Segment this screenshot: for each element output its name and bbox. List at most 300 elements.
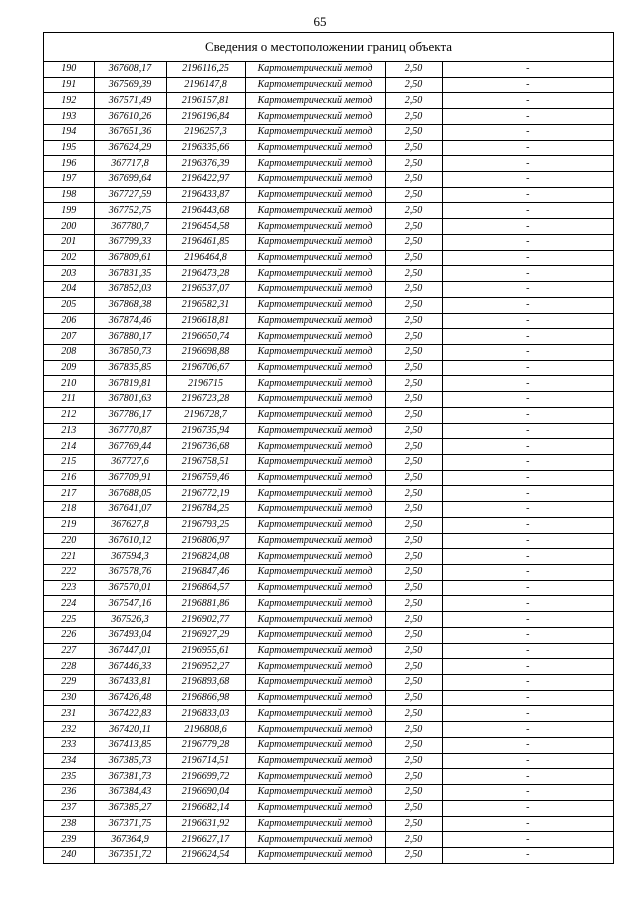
method-cell: Картометрический метод	[245, 187, 385, 203]
x-coordinate-cell: 367727,6	[94, 454, 166, 470]
method-cell: Картометрический метод	[245, 580, 385, 596]
accuracy-cell: 2,50	[385, 517, 442, 533]
y-coordinate-cell: 2196847,46	[166, 565, 245, 581]
point-number-cell: 216	[44, 470, 94, 486]
point-number-cell: 195	[44, 140, 94, 156]
method-cell: Картометрический метод	[245, 234, 385, 250]
table-row	[44, 407, 613, 423]
x-coordinate-cell: 367610,26	[94, 109, 166, 125]
point-number-cell: 225	[44, 612, 94, 628]
description-cell: -	[442, 517, 613, 533]
accuracy-cell: 2,50	[385, 502, 442, 518]
description-cell: -	[442, 203, 613, 219]
x-coordinate-cell: 367852,03	[94, 282, 166, 298]
description-cell: -	[442, 93, 613, 109]
y-coordinate-cell: 2196461,85	[166, 234, 245, 250]
method-cell: Картометрический метод	[245, 470, 385, 486]
table-row	[44, 297, 613, 313]
method-cell: Картометрический метод	[245, 486, 385, 502]
point-number-cell: 200	[44, 219, 94, 235]
x-coordinate-cell: 367819,81	[94, 376, 166, 392]
accuracy-cell: 2,50	[385, 847, 442, 862]
y-coordinate-cell: 2196698,88	[166, 344, 245, 360]
method-cell: Картометрический метод	[245, 313, 385, 329]
method-cell: Картометрический метод	[245, 832, 385, 848]
table-row	[44, 313, 613, 329]
description-cell: -	[442, 832, 613, 848]
point-number-cell: 215	[44, 454, 94, 470]
method-cell: Картометрический метод	[245, 785, 385, 801]
description-cell: -	[442, 800, 613, 816]
x-coordinate-cell: 367610,12	[94, 533, 166, 549]
accuracy-cell: 2,50	[385, 816, 442, 832]
point-number-cell: 231	[44, 706, 94, 722]
point-number-cell: 199	[44, 203, 94, 219]
point-number-cell: 207	[44, 329, 94, 345]
description-cell: -	[442, 785, 613, 801]
table-row	[44, 737, 613, 753]
method-cell: Картометрический метод	[245, 454, 385, 470]
x-coordinate-cell: 367780,7	[94, 219, 166, 235]
description-cell: -	[442, 753, 613, 769]
x-coordinate-cell: 367801,63	[94, 392, 166, 408]
x-coordinate-cell: 367850,73	[94, 344, 166, 360]
x-coordinate-cell: 367526,3	[94, 612, 166, 628]
y-coordinate-cell: 2196927,29	[166, 627, 245, 643]
method-cell: Картометрический метод	[245, 769, 385, 785]
table-row	[44, 172, 613, 188]
point-number-cell: 192	[44, 93, 94, 109]
x-coordinate-cell: 367413,85	[94, 737, 166, 753]
y-coordinate-cell: 2196627,17	[166, 832, 245, 848]
accuracy-cell: 2,50	[385, 832, 442, 848]
x-coordinate-cell: 367770,87	[94, 423, 166, 439]
x-coordinate-cell: 367351,72	[94, 847, 166, 862]
table-row	[44, 470, 613, 486]
point-number-cell: 208	[44, 344, 94, 360]
x-coordinate-cell: 367699,64	[94, 172, 166, 188]
accuracy-cell: 2,50	[385, 596, 442, 612]
table-row	[44, 360, 613, 376]
accuracy-cell: 2,50	[385, 643, 442, 659]
description-cell: -	[442, 376, 613, 392]
y-coordinate-cell: 2196473,28	[166, 266, 245, 282]
accuracy-cell: 2,50	[385, 219, 442, 235]
page-number: 65	[313, 14, 327, 29]
x-coordinate-cell: 367570,01	[94, 580, 166, 596]
accuracy-cell: 2,50	[385, 533, 442, 549]
x-coordinate-cell: 367426,48	[94, 690, 166, 706]
table-row	[44, 580, 613, 596]
y-coordinate-cell: 2196257,3	[166, 124, 245, 140]
y-coordinate-cell: 2196866,98	[166, 690, 245, 706]
x-coordinate-cell: 367709,91	[94, 470, 166, 486]
table-row	[44, 816, 613, 832]
method-cell: Картометрический метод	[245, 517, 385, 533]
method-cell: Картометрический метод	[245, 250, 385, 266]
table-row	[44, 203, 613, 219]
y-coordinate-cell: 2196706,67	[166, 360, 245, 376]
y-coordinate-cell: 2196893,68	[166, 675, 245, 691]
method-cell: Картометрический метод	[245, 737, 385, 753]
method-cell: Картометрический метод	[245, 643, 385, 659]
table-row	[44, 454, 613, 470]
table-row	[44, 439, 613, 455]
method-cell: Картометрический метод	[245, 533, 385, 549]
y-coordinate-cell: 2196116,25	[166, 62, 245, 77]
point-number-cell: 228	[44, 659, 94, 675]
description-cell: -	[442, 282, 613, 298]
y-coordinate-cell: 2196758,51	[166, 454, 245, 470]
description-cell: -	[442, 533, 613, 549]
x-coordinate-cell: 367420,11	[94, 722, 166, 738]
y-coordinate-cell: 2196443,68	[166, 203, 245, 219]
y-coordinate-cell: 2196690,04	[166, 785, 245, 801]
y-coordinate-cell: 2196433,87	[166, 187, 245, 203]
description-cell: -	[442, 344, 613, 360]
point-number-cell: 218	[44, 502, 94, 518]
point-number-cell: 204	[44, 282, 94, 298]
point-number-cell: 223	[44, 580, 94, 596]
table-row	[44, 517, 613, 533]
x-coordinate-cell: 367880,17	[94, 329, 166, 345]
y-coordinate-cell: 2196952,27	[166, 659, 245, 675]
accuracy-cell: 2,50	[385, 612, 442, 628]
table-row	[44, 62, 613, 77]
accuracy-cell: 2,50	[385, 769, 442, 785]
description-cell: -	[442, 360, 613, 376]
x-coordinate-cell: 367371,75	[94, 816, 166, 832]
accuracy-cell: 2,50	[385, 785, 442, 801]
y-coordinate-cell: 2196759,46	[166, 470, 245, 486]
point-number-cell: 222	[44, 565, 94, 581]
accuracy-cell: 2,50	[385, 250, 442, 266]
method-cell: Картометрический метод	[245, 140, 385, 156]
point-number-cell: 219	[44, 517, 94, 533]
method-cell: Картометрический метод	[245, 109, 385, 125]
coordinates-table-body	[44, 62, 613, 863]
x-coordinate-cell: 367651,36	[94, 124, 166, 140]
x-coordinate-cell: 367831,35	[94, 266, 166, 282]
description-cell: -	[442, 502, 613, 518]
y-coordinate-cell: 2196864,57	[166, 580, 245, 596]
method-cell: Картометрический метод	[245, 627, 385, 643]
method-cell: Картометрический метод	[245, 675, 385, 691]
description-cell: -	[442, 470, 613, 486]
table-row	[44, 753, 613, 769]
table-row	[44, 847, 613, 862]
y-coordinate-cell: 2196618,81	[166, 313, 245, 329]
method-cell: Картометрический метод	[245, 282, 385, 298]
accuracy-cell: 2,50	[385, 627, 442, 643]
method-cell: Картометрический метод	[245, 439, 385, 455]
y-coordinate-cell: 2196723,28	[166, 392, 245, 408]
accuracy-cell: 2,50	[385, 203, 442, 219]
y-coordinate-cell: 2196157,81	[166, 93, 245, 109]
description-cell: -	[442, 596, 613, 612]
accuracy-cell: 2,50	[385, 77, 442, 93]
method-cell: Картометрический метод	[245, 392, 385, 408]
y-coordinate-cell: 2196537,07	[166, 282, 245, 298]
accuracy-cell: 2,50	[385, 470, 442, 486]
description-cell: -	[442, 737, 613, 753]
accuracy-cell: 2,50	[385, 187, 442, 203]
y-coordinate-cell: 2196454,58	[166, 219, 245, 235]
point-number-cell: 240	[44, 847, 94, 862]
accuracy-cell: 2,50	[385, 109, 442, 125]
accuracy-cell: 2,50	[385, 392, 442, 408]
x-coordinate-cell: 367624,29	[94, 140, 166, 156]
y-coordinate-cell: 2196335,66	[166, 140, 245, 156]
x-coordinate-cell: 367364,9	[94, 832, 166, 848]
point-number-cell: 227	[44, 643, 94, 659]
point-number-cell: 202	[44, 250, 94, 266]
description-cell: -	[442, 675, 613, 691]
y-coordinate-cell: 2196376,39	[166, 156, 245, 172]
accuracy-cell: 2,50	[385, 549, 442, 565]
table-row	[44, 77, 613, 93]
accuracy-cell: 2,50	[385, 454, 442, 470]
accuracy-cell: 2,50	[385, 156, 442, 172]
accuracy-cell: 2,50	[385, 329, 442, 345]
description-cell: -	[442, 62, 613, 77]
method-cell: Картометрический метод	[245, 800, 385, 816]
point-number-cell: 229	[44, 675, 94, 691]
description-cell: -	[442, 706, 613, 722]
point-number-cell: 239	[44, 832, 94, 848]
y-coordinate-cell: 2196833,03	[166, 706, 245, 722]
table-row	[44, 423, 613, 439]
accuracy-cell: 2,50	[385, 753, 442, 769]
y-coordinate-cell: 2196772,19	[166, 486, 245, 502]
accuracy-cell: 2,50	[385, 297, 442, 313]
point-number-cell: 238	[44, 816, 94, 832]
x-coordinate-cell: 367571,49	[94, 93, 166, 109]
method-cell: Картометрический метод	[245, 549, 385, 565]
y-coordinate-cell: 2196784,25	[166, 502, 245, 518]
table-row	[44, 659, 613, 675]
table-row	[44, 124, 613, 140]
description-cell: -	[442, 156, 613, 172]
y-coordinate-cell: 2196422,97	[166, 172, 245, 188]
description-cell: -	[442, 580, 613, 596]
method-cell: Картометрический метод	[245, 297, 385, 313]
accuracy-cell: 2,50	[385, 690, 442, 706]
x-coordinate-cell: 367809,61	[94, 250, 166, 266]
table-row	[44, 533, 613, 549]
boundary-table-sheet	[43, 32, 614, 864]
table-row	[44, 690, 613, 706]
table-row	[44, 800, 613, 816]
x-coordinate-cell: 367385,73	[94, 753, 166, 769]
x-coordinate-cell: 367493,04	[94, 627, 166, 643]
x-coordinate-cell: 367641,07	[94, 502, 166, 518]
x-coordinate-cell: 367384,43	[94, 785, 166, 801]
point-number-cell: 234	[44, 753, 94, 769]
method-cell: Картометрический метод	[245, 172, 385, 188]
description-cell: -	[442, 722, 613, 738]
point-number-cell: 210	[44, 376, 94, 392]
point-number-cell: 237	[44, 800, 94, 816]
table-row	[44, 706, 613, 722]
x-coordinate-cell: 367608,17	[94, 62, 166, 77]
accuracy-cell: 2,50	[385, 565, 442, 581]
method-cell: Картометрический метод	[245, 93, 385, 109]
point-number-cell: 205	[44, 297, 94, 313]
accuracy-cell: 2,50	[385, 266, 442, 282]
y-coordinate-cell: 2196715	[166, 376, 245, 392]
x-coordinate-cell: 367594,3	[94, 549, 166, 565]
table-row	[44, 612, 613, 628]
accuracy-cell: 2,50	[385, 140, 442, 156]
y-coordinate-cell: 2196806,97	[166, 533, 245, 549]
point-number-cell: 224	[44, 596, 94, 612]
description-cell: -	[442, 690, 613, 706]
y-coordinate-cell: 2196735,94	[166, 423, 245, 439]
description-cell: -	[442, 643, 613, 659]
y-coordinate-cell: 2196147,8	[166, 77, 245, 93]
description-cell: -	[442, 234, 613, 250]
description-cell: -	[442, 549, 613, 565]
point-number-cell: 209	[44, 360, 94, 376]
method-cell: Картометрический метод	[245, 659, 385, 675]
accuracy-cell: 2,50	[385, 407, 442, 423]
description-cell: -	[442, 659, 613, 675]
point-number-cell: 196	[44, 156, 94, 172]
section-title: Сведения о местоположении границ объекта	[44, 33, 613, 62]
accuracy-cell: 2,50	[385, 62, 442, 77]
description-cell: -	[442, 219, 613, 235]
description-cell: -	[442, 187, 613, 203]
accuracy-cell: 2,50	[385, 439, 442, 455]
y-coordinate-cell: 2196881,86	[166, 596, 245, 612]
table-row	[44, 832, 613, 848]
y-coordinate-cell: 2196955,61	[166, 643, 245, 659]
y-coordinate-cell: 2196736,68	[166, 439, 245, 455]
table-row	[44, 156, 613, 172]
x-coordinate-cell: 367578,76	[94, 565, 166, 581]
table-row	[44, 344, 613, 360]
y-coordinate-cell: 2196808,6	[166, 722, 245, 738]
point-number-cell: 212	[44, 407, 94, 423]
point-number-cell: 230	[44, 690, 94, 706]
x-coordinate-cell: 367381,73	[94, 769, 166, 785]
description-cell: -	[442, 124, 613, 140]
method-cell: Картометрический метод	[245, 816, 385, 832]
x-coordinate-cell: 367385,27	[94, 800, 166, 816]
table-row	[44, 93, 613, 109]
table-row	[44, 187, 613, 203]
point-number-cell: 235	[44, 769, 94, 785]
point-number-cell: 236	[44, 785, 94, 801]
y-coordinate-cell: 2196793,25	[166, 517, 245, 533]
point-number-cell: 217	[44, 486, 94, 502]
table-row	[44, 549, 613, 565]
y-coordinate-cell: 2196464,8	[166, 250, 245, 266]
x-coordinate-cell: 367727,59	[94, 187, 166, 203]
method-cell: Картометрический метод	[245, 344, 385, 360]
point-number-cell: 206	[44, 313, 94, 329]
method-cell: Картометрический метод	[245, 62, 385, 77]
accuracy-cell: 2,50	[385, 800, 442, 816]
method-cell: Картометрический метод	[245, 612, 385, 628]
point-number-cell: 194	[44, 124, 94, 140]
accuracy-cell: 2,50	[385, 124, 442, 140]
method-cell: Картометрический метод	[245, 219, 385, 235]
x-coordinate-cell: 367446,33	[94, 659, 166, 675]
point-number-cell: 233	[44, 737, 94, 753]
method-cell: Картометрический метод	[245, 156, 385, 172]
point-number-cell: 191	[44, 77, 94, 93]
description-cell: -	[442, 140, 613, 156]
table-row	[44, 769, 613, 785]
table-row	[44, 329, 613, 345]
table-row	[44, 596, 613, 612]
description-cell: -	[442, 612, 613, 628]
point-number-cell: 198	[44, 187, 94, 203]
y-coordinate-cell: 2196682,14	[166, 800, 245, 816]
description-cell: -	[442, 77, 613, 93]
method-cell: Картометрический метод	[245, 360, 385, 376]
table-row	[44, 675, 613, 691]
x-coordinate-cell: 367752,75	[94, 203, 166, 219]
y-coordinate-cell: 2196582,31	[166, 297, 245, 313]
method-cell: Картометрический метод	[245, 502, 385, 518]
table-row	[44, 109, 613, 125]
table-row	[44, 140, 613, 156]
coordinates-table	[44, 62, 613, 863]
x-coordinate-cell: 367688,05	[94, 486, 166, 502]
method-cell: Картометрический метод	[245, 203, 385, 219]
accuracy-cell: 2,50	[385, 376, 442, 392]
method-cell: Картометрический метод	[245, 690, 385, 706]
description-cell: -	[442, 439, 613, 455]
x-coordinate-cell: 367874,46	[94, 313, 166, 329]
method-cell: Картометрический метод	[245, 266, 385, 282]
point-number-cell: 232	[44, 722, 94, 738]
table-row	[44, 282, 613, 298]
point-number-cell: 201	[44, 234, 94, 250]
method-cell: Картометрический метод	[245, 329, 385, 345]
method-cell: Картометрический метод	[245, 753, 385, 769]
point-number-cell: 221	[44, 549, 94, 565]
accuracy-cell: 2,50	[385, 737, 442, 753]
method-cell: Картометрический метод	[245, 847, 385, 862]
accuracy-cell: 2,50	[385, 486, 442, 502]
method-cell: Картометрический метод	[245, 376, 385, 392]
point-number-cell: 226	[44, 627, 94, 643]
table-row	[44, 250, 613, 266]
table-row	[44, 486, 613, 502]
y-coordinate-cell: 2196650,74	[166, 329, 245, 345]
y-coordinate-cell: 2196714,51	[166, 753, 245, 769]
accuracy-cell: 2,50	[385, 722, 442, 738]
point-number-cell: 214	[44, 439, 94, 455]
description-cell: -	[442, 454, 613, 470]
table-row	[44, 219, 613, 235]
accuracy-cell: 2,50	[385, 172, 442, 188]
description-cell: -	[442, 392, 613, 408]
description-cell: -	[442, 769, 613, 785]
method-cell: Картометрический метод	[245, 722, 385, 738]
table-row	[44, 643, 613, 659]
method-cell: Картометрический метод	[245, 423, 385, 439]
accuracy-cell: 2,50	[385, 282, 442, 298]
accuracy-cell: 2,50	[385, 360, 442, 376]
description-cell: -	[442, 565, 613, 581]
method-cell: Картометрический метод	[245, 77, 385, 93]
accuracy-cell: 2,50	[385, 313, 442, 329]
